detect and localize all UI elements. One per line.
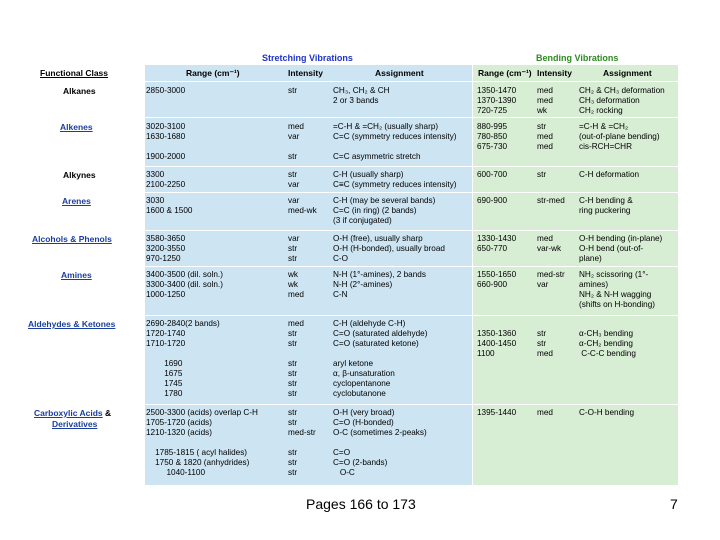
- stretch-assignment: C-H (aldehyde C-H) C=O (saturated aldehyde) C=O (saturated ketone) aryl ketone α, β-unsaturation cyclopentanone cyclobutanone: [333, 319, 428, 398]
- stretch-assignment: C-H (may be several bands) C=C (in ring) (2 bands) (3 if conjugated): [333, 196, 436, 225]
- stretching-vibrations-header: Stretching Vibrations: [262, 53, 353, 63]
- bend-assignment: NH₂ scissoring (1°- amines) NH₂ & N-H wagging (shifts on H-bonding): [579, 270, 655, 309]
- bend-intensity: med-str var: [537, 270, 565, 289]
- ampersand: &: [102, 408, 112, 418]
- row-separator: [145, 315, 678, 316]
- footer-page-number: 7: [670, 496, 678, 512]
- stretch-assignment: O-H (very broad) C=O (H-bonded) O-C (sometimes 2-peaks) C=O C=O (2-bands) O-C: [333, 408, 427, 477]
- stretch-range: 3300 2100-2250: [146, 170, 186, 189]
- stretch-range: 3400-3500 (dil. soln.) 3300-3400 (dil. soln.) 1000-1250: [146, 270, 223, 299]
- class-amines[interactable]: Amines: [61, 270, 92, 280]
- row-separator: [145, 230, 678, 231]
- stretch-range: 3020-3100 1630-1680 1900-2000: [146, 122, 186, 161]
- bend-range: 1350-1360 1400-1450 1100: [477, 329, 517, 358]
- col-bend-assignment: Assignment: [603, 68, 652, 78]
- stretch-assignment: C-H (usually sharp) C≡C (symmetry reduces intensity): [333, 170, 457, 189]
- bend-intensity: med: [537, 408, 553, 417]
- col-stretch-intensity: Intensity: [288, 68, 323, 78]
- bend-assignment: C-O-H bending: [579, 408, 635, 417]
- col-functional-class: Functional Class: [40, 68, 109, 78]
- bend-intensity: med var-wk: [537, 234, 562, 253]
- stretch-range: 2690-2840(2 bands) 1720-1740 1710-1720 1690 1675 1745 1780: [146, 319, 220, 398]
- bend-assignment: C-H bending & ring puckering: [579, 196, 633, 215]
- bend-intensity: str-med: [537, 196, 565, 205]
- carboxylic-acids-link[interactable]: Carboxylic Acids: [34, 408, 103, 418]
- bend-intensity: str med med: [537, 122, 553, 151]
- stretch-assignment: =C-H & =CH₂ (usually sharp) C=C (symmetry reduces intensity) C=C asymmetric stretch: [333, 122, 457, 161]
- stretch-range: 3580-3650 3200-3550 970-1250: [146, 234, 186, 263]
- stretch-range: 3030 1600 & 1500: [146, 196, 193, 215]
- bend-range: 880-995 780-850 675-730: [477, 122, 508, 151]
- bend-assignment: =C-H & =CH₂ (out-of-plane bending) cis-RCH=CHR: [579, 122, 660, 151]
- row-separator: [145, 117, 678, 118]
- class-carboxylic-acids[interactable]: [34, 408, 111, 418]
- col-bend-intensity: Intensity: [537, 68, 572, 78]
- bend-range: 1350-1470 1370-1390 720-725: [477, 86, 517, 115]
- stretch-assignment: N-H (1°-amines), 2 bands N-H (2°-amines) C-N: [333, 270, 426, 299]
- stretch-intensity: wk wk med: [288, 270, 304, 299]
- bend-intensity: med med wk: [537, 86, 553, 115]
- bend-assignment: CH₂ & CH₃ deformation CH₃ deformation CH₂ rocking: [579, 86, 665, 115]
- row-separator: [145, 192, 678, 193]
- stretch-intensity: str: [288, 86, 298, 95]
- col-bend-range: Range (cm⁻¹): [478, 68, 532, 78]
- footer-pages: Pages 166 to 173: [306, 496, 416, 512]
- bend-range: 1330-1430 650-770: [477, 234, 517, 253]
- bend-range: 1395-1440: [477, 408, 517, 417]
- row-separator: [145, 266, 678, 267]
- stretch-range: 2500-3300 (acids) overlap C-H 1705-1720 (acids) 1210-1320 (acids) 1785-1815 ( acyl halides) 1750 & 1820 (anhydrides) 1040-1100: [146, 408, 258, 477]
- stretch-intensity: str str med-str str str str: [288, 408, 316, 477]
- stretch-intensity: med var str: [288, 122, 304, 161]
- row-separator: [145, 166, 678, 167]
- stretch-intensity: var med-wk: [288, 196, 317, 215]
- class-arenes[interactable]: Arenes: [62, 196, 91, 206]
- stretch-range: 2850-3000: [146, 86, 186, 95]
- bend-assignment: C-H deformation: [579, 170, 640, 179]
- bend-assignment: α-CH₃ bending α-CH₂ bending C-C-C bending: [579, 329, 636, 358]
- stretch-intensity: str var: [288, 170, 300, 189]
- stretch-assignment: CH₃, CH₂ & CH 2 or 3 bands: [333, 86, 390, 105]
- class-alkynes: Alkynes: [63, 170, 96, 180]
- class-alcohols-phenols[interactable]: Alcohols & Phenols: [32, 234, 112, 244]
- class-alkenes[interactable]: Alkenes: [60, 122, 93, 132]
- class-derivatives[interactable]: Derivatives: [52, 419, 98, 429]
- col-stretch-range: Range (cm⁻¹): [186, 68, 240, 78]
- bend-range: 690-900: [477, 196, 508, 205]
- class-aldehydes-ketones[interactable]: Aldehydes & Ketones: [28, 319, 116, 329]
- bend-range: 600-700: [477, 170, 508, 179]
- bend-intensity: str: [537, 170, 547, 179]
- col-stretch-assignment: Assignment: [375, 68, 424, 78]
- row-separator: [145, 404, 678, 405]
- bend-assignment: O-H bending (in-plane) O-H bend (out-of- plane): [579, 234, 663, 263]
- bend-range: 1550-1650 660-900: [477, 270, 517, 289]
- stretch-assignment: O-H (free), usually sharp O-H (H-bonded), usually broad C-O: [333, 234, 445, 263]
- bending-vibrations-header: Bending Vibrations: [536, 53, 619, 63]
- stretch-intensity: var str str: [288, 234, 300, 263]
- class-alkanes: Alkanes: [63, 86, 96, 96]
- bend-intensity: str str med: [537, 329, 553, 358]
- stretch-intensity: med str str str str str str: [288, 319, 304, 398]
